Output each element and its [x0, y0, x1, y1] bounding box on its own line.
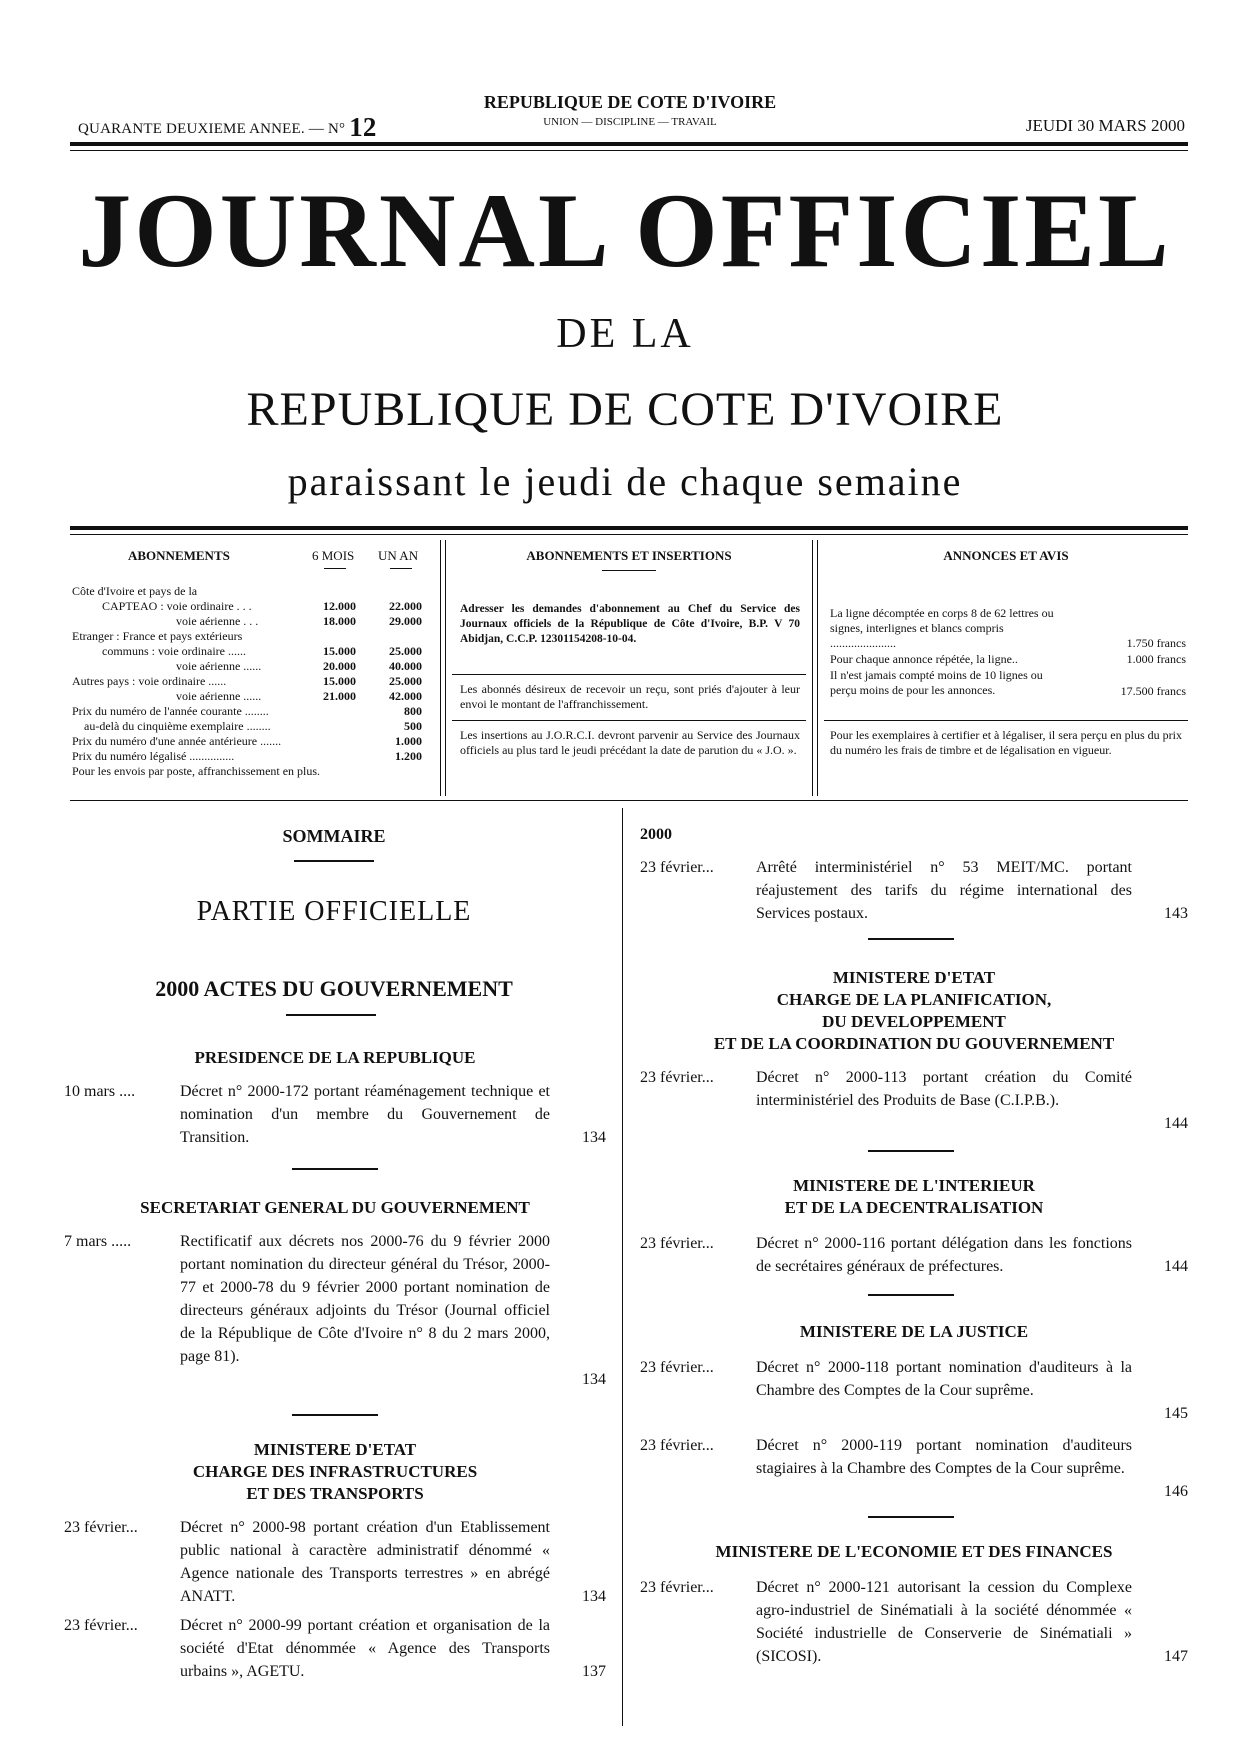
- entry-date: 23 février...: [640, 1437, 714, 1454]
- subscription-price-1y: 25.000: [389, 644, 422, 658]
- sommaire-entry: [64, 1614, 606, 1683]
- box-rule-thick: [70, 526, 1188, 530]
- entry-page: 145: [1164, 1405, 1188, 1422]
- section-rule: [868, 1516, 954, 1518]
- entry-date: 10 mars ....: [64, 1083, 136, 1100]
- ministry-heading: ET DE LA DECENTRALISATION: [784, 1198, 1044, 1217]
- sommaire-entry: [640, 856, 1188, 925]
- entry-text: Décret n° 2000-172 portant réaménagement technique et nomination d'un membre du Gouvernement de Transition.: [180, 1083, 550, 1146]
- col-six-months: 6 MOIS: [312, 548, 355, 563]
- ministry-heading: ET DES TRANSPORTS: [246, 1484, 424, 1503]
- subscription-row-label: voie aérienne . . .: [176, 614, 259, 628]
- annonces-line-rate: La ligne décomptée en corps 8 de 62 lettres ou signes, interlignes et blancs compris ......................: [830, 606, 1054, 650]
- actes-heading: 2000 ACTES DU GOUVERNEMENT: [155, 976, 513, 1001]
- sommaire-entry: [640, 1434, 1188, 1503]
- edition-label: QUARANTE DEUXIEME ANNEE. — N°: [78, 121, 346, 137]
- subscription-row-label: Etranger : France et pays extérieurs: [72, 629, 243, 643]
- subscription-row-label: voie aérienne ......: [176, 689, 262, 703]
- entry-date: 23 février...: [640, 859, 714, 876]
- subscription-price-1y: 42.000: [389, 689, 422, 703]
- issue-date: JEUDI 30 MARS 2000: [1025, 116, 1185, 135]
- section-rule: [868, 1150, 954, 1152]
- ministry-heading: DU DEVELOPPEMENT: [822, 1012, 1006, 1031]
- subscription-price-6m: 21.000: [323, 689, 356, 703]
- insertions-heading-rule: [602, 570, 656, 571]
- annonces-heading: ANNONCES ET AVIS: [943, 548, 1069, 563]
- ministry-heading: CHARGE DE LA PLANIFICATION,: [776, 990, 1052, 1009]
- entry-page: 143: [1164, 905, 1188, 922]
- entry-date: 23 février...: [640, 1069, 714, 1086]
- sommaire-entry: [640, 1066, 1188, 1135]
- entry-date: 23 février...: [640, 1579, 714, 1596]
- annonces-sep: [824, 720, 1188, 721]
- entry-text: Décret n° 2000-99 portant création et organisation de la société d'Etat dénommée « Agence des Transports urbains », AGETU.: [180, 1617, 550, 1680]
- ministry-heading: MINISTERE DE L'ECONOMIE ET DES FINANCES: [715, 1542, 1113, 1561]
- national-motto: UNION — DISCIPLINE — TRAVAIL: [543, 116, 717, 128]
- box-divider-2b: [817, 540, 818, 796]
- subscription-row-label: Autres pays : voie ordinaire ......: [72, 674, 227, 688]
- sommaire-rule: [294, 860, 374, 862]
- subscription-price-1y: 800: [404, 704, 422, 718]
- entry-text: Arrêté interministériel n° 53 MEIT/MC. portant réajustement des tarifs du régime international des Services postaux.: [756, 859, 1132, 922]
- subscription-row-label: CAPTEAO : voie ordinaire . . .: [102, 599, 252, 613]
- insertions-sep-2: [452, 720, 806, 721]
- entry-page: 146: [1164, 1483, 1188, 1500]
- annonces-line-minimum: Il n'est jamais compté moins de 10 lignes ou perçu moins de pour les annonces.: [830, 668, 1043, 697]
- section-rule: [292, 1414, 378, 1416]
- subscription-price-6m: 18.000: [323, 614, 356, 628]
- section-rule: [292, 1168, 378, 1170]
- edition-line: [78, 112, 377, 143]
- ministry-heading: CHARGE DES INFRASTRUCTURES: [192, 1462, 478, 1481]
- title-de-la: DE LA: [556, 311, 694, 357]
- section-rule: [868, 1294, 954, 1296]
- right-year: 2000: [640, 826, 672, 843]
- subscription-row-label: Prix du numéro légalisé ...............: [72, 749, 235, 763]
- republic-block: [440, 92, 820, 128]
- actes-rule: [286, 1014, 376, 1016]
- issue-number: 12: [349, 112, 377, 142]
- header-rule-thick: [70, 142, 1188, 146]
- subscription-price-1y: 22.000: [389, 599, 422, 613]
- subscription-price-1y: 1.200: [395, 749, 422, 763]
- box-rule-thin: [70, 534, 1188, 535]
- annonces-box: [824, 540, 1188, 796]
- ministry-heading: MINISTERE DE LA JUSTICE: [799, 1322, 1029, 1341]
- insertions-para-address: Adresser les demandes d'abonnement au Chef du Service des Journaux officiels de la République de Côte d'Ivoire, B.P. V 70 Abidjan, C.C.P. 12301154208-10-04.: [460, 603, 800, 645]
- entry-date: 23 février...: [64, 1519, 138, 1536]
- annonces-price-rate: 1.750 francs: [1126, 636, 1186, 650]
- entry-page: 144: [1164, 1115, 1188, 1132]
- col-rule-6m: [324, 568, 346, 569]
- ministry-heading: PRESIDENCE DE LA REPUBLIQUE: [194, 1048, 476, 1067]
- subscription-row-label: Côte d'Ivoire et pays de la: [72, 584, 198, 598]
- ministry-heading: SECRETARIAT GENERAL DU GOUVERNEMENT: [140, 1198, 530, 1217]
- subscriptions-heading: ABONNEMENTS: [128, 548, 230, 563]
- entry-text: Décret n° 2000-119 portant nomination d'auditeurs stagiaires à la Chambre des Comptes de la Cour suprême.: [756, 1437, 1132, 1477]
- entry-date: 23 février...: [64, 1617, 138, 1634]
- subscription-row-label: Prix du numéro de l'année courante ........: [72, 704, 269, 718]
- insertions-para-deadline: Les insertions au J.O.R.C.I. devront parvenir au Service des Journaux officiels au plus tard le jeudi précédant la date de parution du « J.O. ».: [460, 728, 800, 757]
- subscription-price-1y: 40.000: [389, 659, 422, 673]
- box-divider-1b: [445, 540, 446, 796]
- subscriptions-box: [72, 540, 434, 796]
- subscription-price-6m: 12.000: [323, 599, 356, 613]
- subscription-price-1y: 1.000: [395, 734, 422, 748]
- entry-text: Décret n° 2000-98 portant création d'un Etablissement public national à caractère administratif dénommé « Agence nationale des Transports terrestres » en abrégé ANATT.: [180, 1519, 550, 1605]
- ministry-heading: MINISTERE DE L'INTERIEUR: [793, 1176, 1035, 1195]
- subscription-row-label: voie aérienne ......: [176, 659, 262, 673]
- republic-name: REPUBLIQUE DE COTE D'IVOIRE: [483, 92, 777, 112]
- sommaire-entry: [64, 1080, 606, 1149]
- subscription-price-6m: 15.000: [323, 644, 356, 658]
- entry-text: Rectificatif aux décrets nos 2000-76 du 9 février 2000 portant nomination du directeur général du Trésor, 2000-77 et 2000-78 du 9 février 2000 portant nomination de directeurs généraux adjoints du Trésor (Journal officiel de la République de Côte d'Ivoire n° 8 du 2 mars 2000, page 81).: [180, 1233, 550, 1365]
- box-divider-2: [812, 540, 813, 796]
- header-rule-thin: [70, 150, 1188, 151]
- journal-title: JOURNAL OFFICIEL: [78, 172, 1172, 289]
- annonces-price-repeat: 1.000 francs: [1126, 652, 1186, 666]
- sommaire-entry: [640, 1232, 1188, 1278]
- entry-date: 23 février...: [640, 1235, 714, 1252]
- column-divider: [622, 808, 623, 1726]
- sommaire-entry: [64, 1516, 606, 1608]
- subscription-row-label: au-delà du cinquième exemplaire ........: [84, 719, 271, 733]
- ministry-heading: ET DE LA COORDINATION DU GOUVERNEMENT: [713, 1034, 1115, 1053]
- sommaire-title: SOMMAIRE: [282, 826, 386, 846]
- subscription-price-1y: 500: [404, 719, 422, 733]
- subscription-row-label: communs : voie ordinaire ......: [102, 644, 246, 658]
- entry-text: Décret n° 2000-121 autorisant la cession du Complexe agro-industriel de Sinématiali à la société dénommée « Société industrielle de Conserverie de Sinématiali » (SICOSI).: [756, 1579, 1132, 1665]
- entry-page: 134: [582, 1129, 606, 1146]
- insertions-heading: ABONNEMENTS ET INSERTIONS: [526, 548, 732, 563]
- subscription-row-label: Prix du numéro d'une année antérieure .......: [72, 734, 282, 748]
- col-one-year: UN AN: [378, 548, 419, 563]
- subscription-row-label: Pour les envois par poste, affranchissement en plus.: [72, 764, 321, 778]
- sommaire-entry: [640, 1576, 1188, 1668]
- annonces-price-minimum: 17.500 francs: [1120, 684, 1186, 698]
- insertions-box: [452, 540, 806, 796]
- col-rule-1y: [390, 568, 412, 569]
- entry-page: 137: [582, 1663, 606, 1680]
- insertions-sep-1: [452, 674, 806, 675]
- sommaire-entry: [640, 1356, 1188, 1425]
- insertions-para-receipt: Les abonnés désireux de recevoir un reçu, sont priés d'ajouter à leur envoi le montant de l'affranchissement.: [460, 682, 800, 711]
- subscription-price-6m: 15.000: [323, 674, 356, 688]
- subscription-price-6m: 20.000: [323, 659, 356, 673]
- annonces-note: Pour les exemplaires à certifier et à légaliser, il sera perçu en plus du prix du numéro les frais de timbre et de légalisation en vigueur.: [830, 728, 1182, 757]
- entry-page: 144: [1164, 1258, 1188, 1275]
- entry-page: 134: [582, 1588, 606, 1605]
- entry-date: 7 mars .....: [64, 1233, 132, 1250]
- entry-text: Décret n° 2000-116 portant délégation dans les fonctions de secrétaires généraux de préfectures.: [756, 1235, 1132, 1275]
- subscription-price-1y: 29.000: [389, 614, 422, 628]
- entry-page: 134: [582, 1371, 606, 1388]
- ministry-heading: MINISTERE D'ETAT: [832, 968, 996, 987]
- ministry-heading: MINISTERE D'ETAT: [253, 1440, 417, 1459]
- subscription-price-1y: 25.000: [389, 674, 422, 688]
- entry-date: 23 février...: [640, 1359, 714, 1376]
- partie-officielle: PARTIE OFFICIELLE: [196, 896, 472, 927]
- country-title: REPUBLIQUE DE COTE D'IVOIRE: [246, 383, 1004, 436]
- entry-page: 147: [1164, 1648, 1188, 1665]
- boxes-bottom-rule: [70, 800, 1188, 801]
- entry-text: Décret n° 2000-118 portant nomination d'auditeurs à la Chambre des Comptes de la Cour suprême.: [756, 1359, 1132, 1399]
- frequency-line: paraissant le jeudi de chaque semaine: [287, 459, 963, 504]
- box-divider-1: [440, 540, 441, 796]
- sommaire-entry: [64, 1230, 606, 1391]
- annonces-line-repeat: Pour chaque annonce répétée, la ligne..: [830, 652, 1018, 666]
- entry-text: Décret n° 2000-113 portant création du Comité interministériel des Produits de Base (C.I.P.B.).: [756, 1069, 1132, 1109]
- section-rule: [868, 938, 954, 940]
